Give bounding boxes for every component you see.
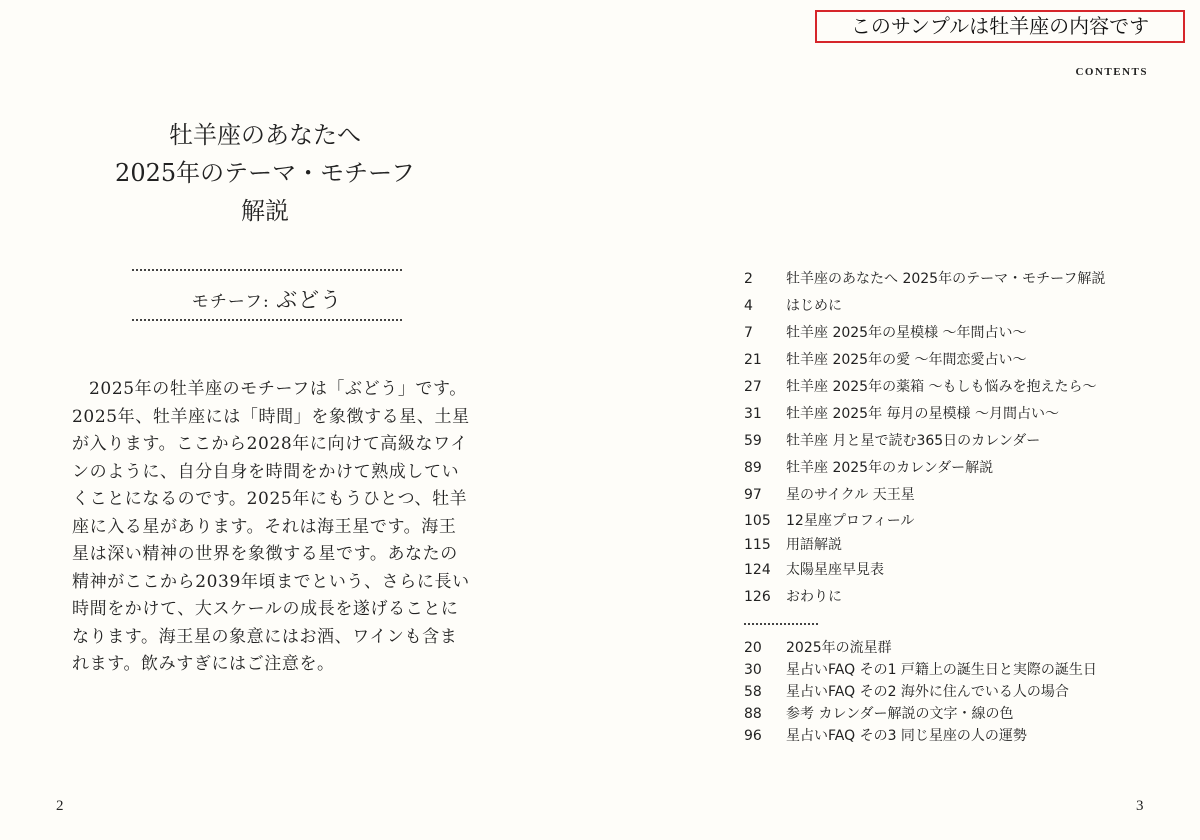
body-line: なります。海王星の象意にはお酒、ワインも含ま [72,626,458,647]
dotted-divider-top [132,269,402,271]
toc-label: 2025年の流星群 [786,640,892,656]
toc-entry [744,637,1164,659]
contents-heading: CONTENTS [1075,66,1148,78]
body-line: くことになるのです。2025年にもうひとつ、牡羊 [72,489,468,509]
toc-page: 115 [744,537,771,553]
toc-label: 牡羊座 2025年の愛 〜年間恋愛占い〜 [786,352,1027,368]
toc-page: 89 [744,460,762,476]
toc-page: 88 [744,706,762,722]
body-line: 精神がここから2039年頃までという、さらに長い [72,571,470,592]
toc-label: 星占いFAQ その3 同じ星座の人の運勢 [786,728,1027,744]
body-line: 2025年の牡羊座のモチーフは「ぶどう」です。 [89,379,467,399]
toc-entry [744,584,1164,611]
body-line: が入ります。ここから2028年に向けて高級なワイ [72,434,468,454]
toc-page: 59 [744,433,762,449]
toc-label: はじめに [786,298,842,314]
title-line: 解説 [241,197,289,225]
body-line: 星は深い精神の世界を象徴する星です。あなたの [72,544,458,564]
toc-entry [744,266,1164,293]
toc-label: 牡羊座 月と星で読む365日のカレンダー [786,433,1041,449]
body-line: れます。飲みすぎにはご注意を。 [72,654,335,674]
page-number-right: 3 [1136,798,1144,814]
motif-heading [132,284,402,314]
toc-label: 牡羊座 2025年の星模様 〜年間占い〜 [786,325,1027,341]
toc-page: 20 [744,640,762,656]
title-line: 牡羊座のあなたへ [169,121,361,149]
page-title [0,116,530,230]
toc-page: 30 [744,662,762,678]
body-text [72,376,472,679]
toc-entry [744,681,1164,703]
toc-entry [744,725,1164,747]
toc-page: 27 [744,379,762,395]
toc-label: おわりに [786,589,842,605]
toc-page: 96 [744,728,762,744]
toc-columns-list [744,637,1164,747]
toc-entry [744,482,1164,509]
toc-page: 97 [744,487,762,503]
toc-label: 参考 カレンダー解説の文字・線の色 [786,706,1014,722]
toc-label: 牡羊座 2025年 毎月の星模様 〜月間占い〜 [786,406,1059,422]
toc-page: 105 [744,513,771,529]
page-number-left: 2 [56,798,64,814]
toc-label: 太陽星座早見表 [786,562,884,578]
toc-label: 牡羊座 2025年の薬箱 〜もしも悩みを抱えたら〜 [786,379,1097,395]
table-of-contents [744,266,1164,747]
toc-entry [744,374,1164,401]
toc-label: 牡羊座のあなたへ 2025年のテーマ・モチーフ解説 [786,271,1106,287]
motif-name: ぶどう [276,288,343,312]
toc-entry [744,557,1164,584]
toc-dotted-separator [744,623,818,625]
motif-prefix: モチーフ: [191,292,270,312]
toc-page: 2 [744,271,753,287]
toc-page: 58 [744,684,762,700]
body-line: 時間をかけて、大スケールの成長を遂げることに [72,599,459,619]
toc-entry [744,509,1164,533]
toc-entry [744,659,1164,681]
toc-entry [744,703,1164,725]
toc-label: 星のサイクル 天王星 [786,487,915,503]
toc-page: 21 [744,352,762,368]
sample-notice: このサンプルは牡羊座の内容です [815,10,1185,43]
toc-label: 牡羊座 2025年のカレンダー解説 [786,460,994,476]
toc-page: 7 [744,325,753,341]
toc-entry [744,533,1164,557]
body-line: 2025年、牡羊座には「時間」を象徴する星、土星 [72,406,470,427]
toc-entry [744,347,1164,374]
body-line: ンのように、自分自身を時間をかけて熟成してい [72,461,460,482]
toc-label: 12星座プロフィール [786,513,915,529]
toc-entry [744,401,1164,428]
title-line: 2025年のテーマ・モチーフ [115,159,415,187]
toc-entry [744,293,1164,320]
toc-page: 126 [744,589,771,605]
toc-page: 4 [744,298,753,314]
toc-label: 星占いFAQ その2 海外に住んでいる人の場合 [786,684,1069,700]
dotted-divider-bottom [132,319,402,321]
toc-label: 用語解説 [786,537,842,553]
toc-page: 31 [744,406,762,422]
toc-entry [744,428,1164,455]
toc-page: 124 [744,562,771,578]
toc-entry [744,320,1164,347]
body-line: 座に入る星があります。それは海王星です。海王 [72,516,457,537]
toc-entry [744,455,1164,482]
toc-label: 星占いFAQ その1 戸籍上の誕生日と実際の誕生日 [786,662,1097,678]
